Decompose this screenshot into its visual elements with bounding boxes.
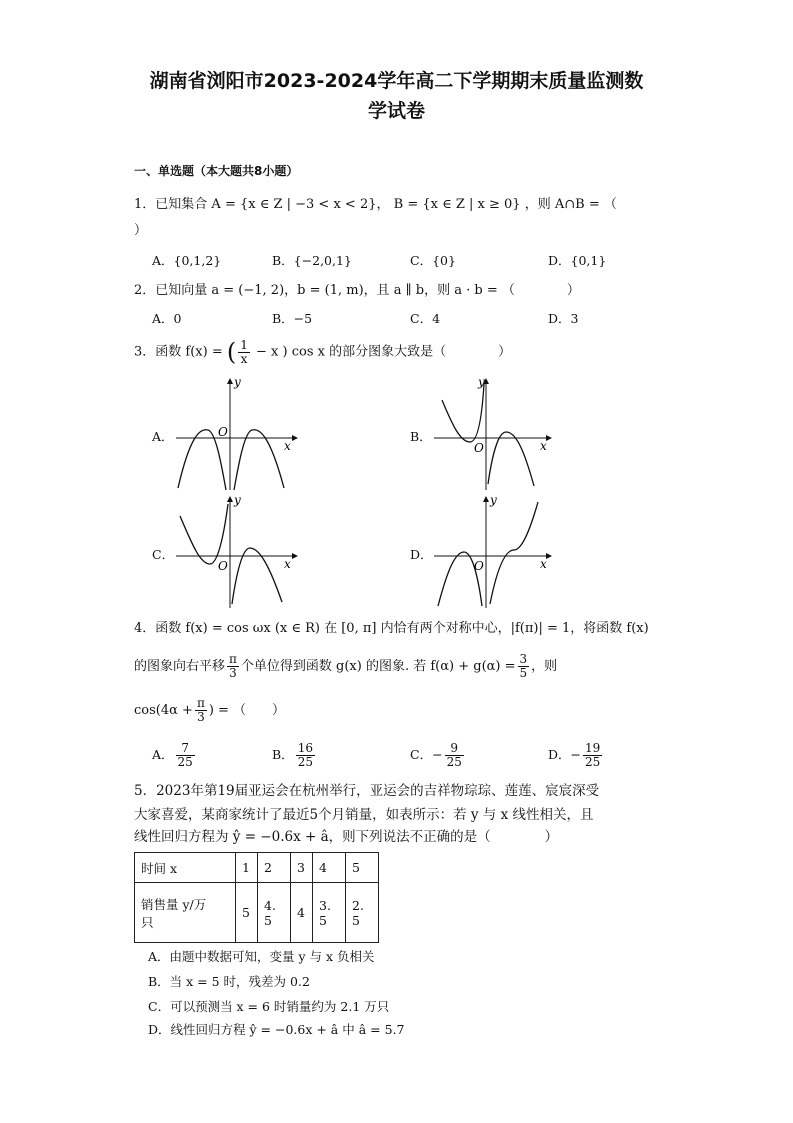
- q3b-y-label: y: [478, 375, 485, 389]
- q3c-origin: O: [218, 559, 228, 573]
- table-cell: 4: [313, 853, 346, 883]
- q4-shift-den: 3: [229, 666, 237, 680]
- q1-option-a: A．{0,1,2}: [152, 253, 222, 268]
- q4-option-b: [272, 740, 317, 770]
- q4-option-d: [548, 740, 604, 770]
- q2-option-a: A．0: [152, 311, 182, 326]
- q4-line3-den: 3: [197, 710, 205, 724]
- q1-num: 1．已知集合: [134, 197, 208, 212]
- exam-title-line1: 湖南省浏阳市2023-2024学年高二下学期期末质量监测数: [149, 70, 644, 92]
- q3-frac-den: x: [240, 351, 248, 366]
- q5-data-table: [134, 852, 379, 943]
- q1-close-paren: ）: [134, 223, 148, 238]
- q3b-origin: O: [474, 441, 484, 455]
- table-row: [135, 883, 379, 943]
- cell-l2: 5: [352, 912, 360, 928]
- q2-option-c: C．4: [410, 311, 441, 326]
- q5-option-a: A．由题中数据可知，变量 y 与 x 负相关: [148, 949, 375, 964]
- q4-option-d-den: 25: [585, 755, 601, 769]
- q4-option-d-num: 19: [585, 741, 601, 755]
- q4-option-c-sign: −: [432, 747, 443, 762]
- table-cell: [346, 883, 379, 943]
- q3-graph-b: [430, 376, 558, 492]
- question-2: 2．已知向量 a = (−1, 2)，b = (1, m)，且 a ∥ b，则 a · b = （ ）: [134, 283, 580, 298]
- q4-shift-fraction: [227, 653, 239, 680]
- q4-option-c-den: 25: [446, 755, 462, 769]
- q4-line2: [134, 652, 557, 682]
- q5-option-b: B．当 x = 5 时，残差为 0.2: [148, 974, 310, 989]
- q3c-y-label: y: [234, 493, 241, 507]
- q3a-y-label: y: [234, 375, 241, 389]
- q3-suffix: − x ) cos x 的部分图象大致是（ ）: [256, 344, 512, 360]
- q4-option-b-den: 25: [297, 755, 313, 769]
- q4-line2b: 个单位得到函数 g(x) 的图象. 若 f(α) + g(α) =: [240, 659, 516, 674]
- q4-line2a: 的图象向右平移: [134, 659, 226, 674]
- table-header-sales: [135, 883, 236, 943]
- section-header: 一、单选题（本大题共8小题）: [134, 164, 299, 178]
- question-1: [134, 196, 617, 214]
- q3-prefix: 3．函数 f(x) =: [134, 344, 223, 360]
- q4-option-d-label: D．: [548, 747, 571, 762]
- q4-option-c: [410, 740, 466, 770]
- q3b-x-label: x: [540, 439, 547, 453]
- q3-graph-c: [172, 494, 300, 610]
- q5-line2: 大家喜爱，某商家统计了最近5个月销量，如表所示：若 y 与 x 线性相关，且: [134, 807, 594, 823]
- q4-val-num: 3: [519, 652, 528, 666]
- q4-line3b: ) = （ ）: [208, 703, 286, 718]
- q4-option-a-den: 25: [177, 755, 193, 769]
- q3a-x-label: x: [284, 439, 291, 453]
- cell-l1: 5: [242, 905, 250, 920]
- q3d-x-label: x: [540, 557, 547, 571]
- cell-l1: 4: [297, 905, 305, 920]
- q4-option-c-num: 9: [445, 742, 464, 756]
- q3-fraction: [238, 339, 250, 366]
- cell-l1: 4.: [264, 897, 276, 913]
- q4-option-a-num: 7: [176, 742, 195, 756]
- cell-l2: 5: [264, 912, 272, 928]
- q3-frac-num: 1: [240, 337, 248, 352]
- q2-option-b: B．−5: [272, 311, 313, 326]
- q3d-y-label: y: [490, 493, 497, 507]
- sales-header-l2: 只: [141, 914, 154, 930]
- q3a-origin: O: [218, 425, 228, 439]
- q1-ask: ，则 A∩B = （: [524, 197, 617, 212]
- q1-option-b: B．{−2,0,1}: [272, 253, 352, 268]
- table-cell: [313, 883, 346, 943]
- q4-option-a-label: A．: [152, 747, 174, 762]
- q4-option-d-sign: −: [570, 747, 582, 762]
- table-row: [135, 853, 379, 883]
- q4-line3-num: π: [196, 696, 205, 710]
- q4-shift-num: π: [229, 652, 237, 666]
- q3-label-c: C．: [152, 547, 175, 562]
- q3-label-d: D．: [410, 547, 433, 562]
- q4-option-c-label: C．: [410, 747, 433, 762]
- table-cell: [258, 883, 291, 943]
- q1-sep: ，: [376, 197, 390, 212]
- q4-line2c: ，则: [531, 659, 558, 674]
- table-cell: [291, 883, 313, 943]
- q4-line3: [134, 696, 285, 726]
- q2-option-d: D．3: [548, 311, 579, 326]
- q1-set-b: B = {x ∈ Z | x ≥ 0}: [393, 197, 521, 212]
- cell-l2: 5: [319, 912, 327, 928]
- q3-label-b: B．: [410, 429, 432, 444]
- q4-line1: 4．函数 f(x) = cos ωx (x ∈ R) 在 [0, π] 内恰有两个对称中心，|f(π)| = 1，将函数 f(x): [134, 621, 649, 636]
- table-cell: [236, 883, 258, 943]
- q4-line3-fraction: [195, 697, 207, 724]
- q1-set-a: A = {x ∈ Z | −3 < x < 2}: [211, 197, 377, 212]
- q4-val-fraction: [518, 653, 530, 680]
- question-3: 3．函数 f(x) = ( $\frac{1}{x}$ − x ) cos x 的部分图象大致是（ ）: [134, 337, 512, 366]
- q5-option-d: D．线性回归方程 ŷ = −0.6x + â 中 â = 5.7: [148, 1022, 405, 1037]
- q1-option-c: C．{0}: [410, 253, 456, 268]
- q4-option-a: [152, 740, 197, 770]
- table-header-time: 时间 x: [135, 853, 236, 883]
- q5-line3: 线性回归方程为 ŷ = −0.6x + â，则下列说法不正确的是（ ）: [134, 829, 559, 845]
- q4-line3a: cos(4α +: [134, 703, 193, 718]
- q1-option-d: D．{0,1}: [548, 253, 607, 268]
- cell-l1: 2.: [352, 897, 364, 913]
- table-cell: 1: [236, 853, 258, 883]
- exam-title-line2: 学试卷: [367, 100, 425, 122]
- q5-line1: 5．2023年第19届亚运会在杭州举行，亚运会的吉祥物琮琮、莲莲、宸宸深受: [134, 783, 600, 799]
- table-cell: 3: [291, 853, 313, 883]
- q4-option-b-label: B．: [272, 747, 294, 762]
- cell-l1: 3.: [319, 897, 331, 913]
- q4-option-b-num: 16: [297, 741, 313, 755]
- sales-header-l1: 销售量 y/万: [141, 896, 207, 912]
- q4-val-den: 5: [519, 666, 528, 680]
- q3-label-a: A．: [152, 429, 174, 444]
- q3c-x-label: x: [284, 557, 291, 571]
- q3-graph-d: [430, 494, 558, 610]
- table-cell: 5: [346, 853, 379, 883]
- table-cell: 2: [258, 853, 291, 883]
- q5-option-c: C．可以预测当 x = 6 时销量约为 2.1 万只: [148, 999, 390, 1014]
- q3d-origin: O: [474, 559, 484, 573]
- q3-graph-a: [172, 376, 300, 492]
